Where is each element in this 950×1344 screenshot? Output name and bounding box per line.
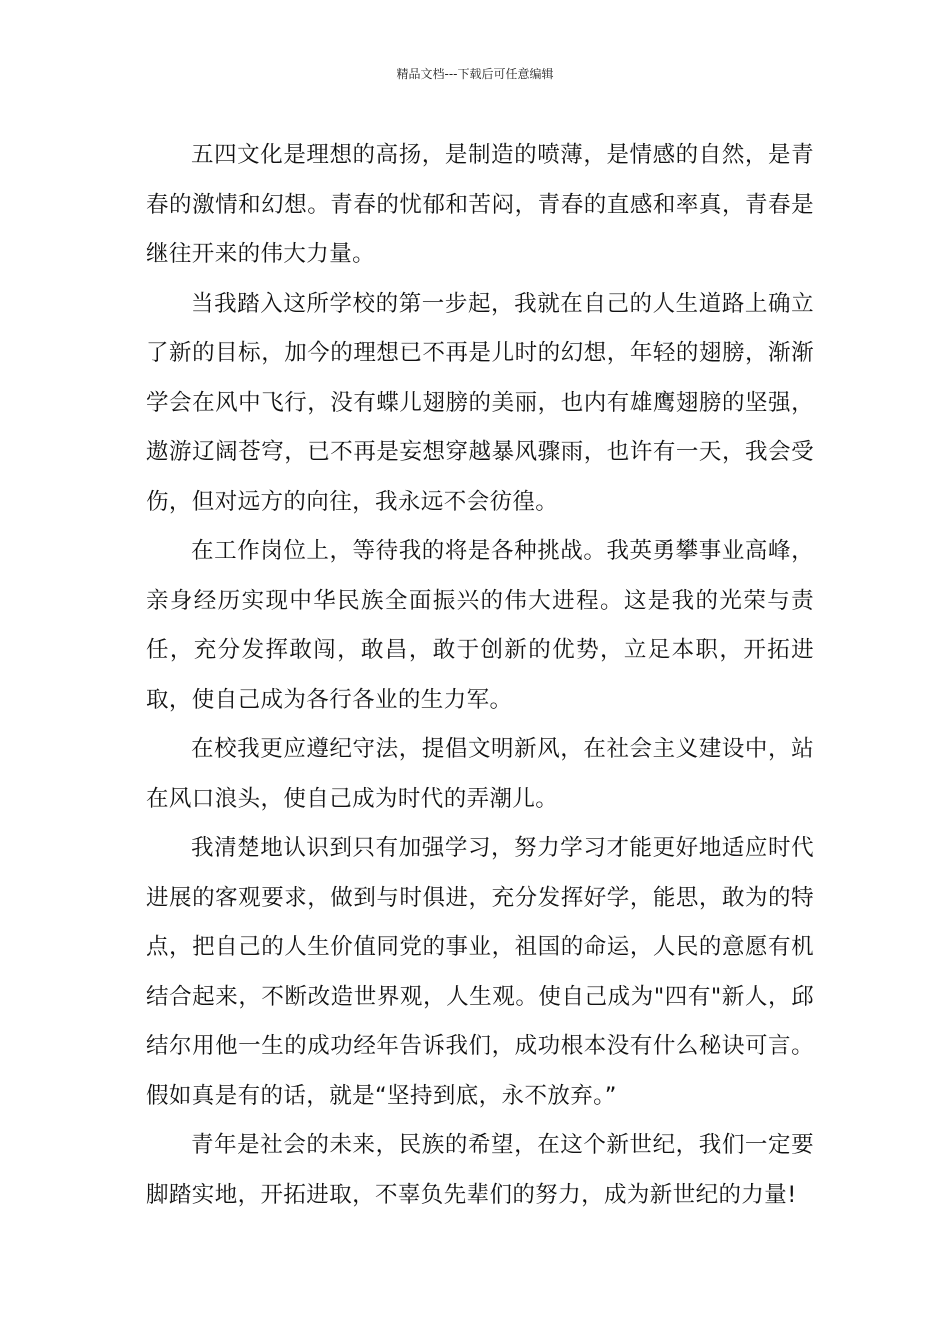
paragraph-6: 青年是社会的未来，民族的希望，在这个新世纪，我们一定要脚踏实地，开拓进取，不辜负先辈们的努力，成为新世纪的力量! (146, 1132, 814, 1208)
paragraph-2: 当我踏入这所学校的第一步起，我就在自己的人生道路上确立了新的目标，加今的理想已不再是儿时的幻想，年轻的翅膀，渐渐学会在风中飞行，没有蝶儿翅膀的美丽，也内有雄鹰翅膀的坚强，遨游辽阔苍穹，已不再是妄想穿越暴风骤雨，也许有一天，我会受伤，但对远方的向往，我永远不会彷徨。 (146, 290, 814, 515)
paragraph-4: 在校我更应遵纪守法，提倡文明新风，在社会主义建设中，站在风口浪头，使自己成为时代的弄潮儿。 (146, 736, 814, 812)
paragraph-3: 在工作岗位上，等待我的将是各种挑战。我英勇攀事业高峰，亲身经历实现中华民族全面振兴的伟大进程。这是我的光荣与责任，充分发挥敢闯，敢昌，敢于创新的优势，立足本职，开拓进取，使自己成为各行各业的生力军。 (146, 538, 814, 713)
document-body (146, 131, 814, 1220)
paragraph-1: 五四文化是理想的高扬，是制造的喷薄，是情感的自然，是青春的激情和幻想。青春的忧郁和苦闷，青春的直感和率真，青春是继往开来的伟大力量。 (146, 142, 814, 267)
paragraph-5: 我清楚地认识到只有加强学习，努力学习才能更好地适应时代进展的客观要求，做到与时俱进，充分发挥好学，能思，敢为的特点，把自己的人生价值同党的事业，祖国的命运，人民的意愿有机结合起来，不断改造世界观，人生观。使自己成为"四有"新人，邱结尔用他一生的成功经年告诉我们，成功根本没有什么秘诀可言。假如真是有的话，就是“坚持到底，永不放弃。” (146, 835, 814, 1109)
page-header: 精品文档---下载后可任意编辑 (396, 67, 554, 81)
